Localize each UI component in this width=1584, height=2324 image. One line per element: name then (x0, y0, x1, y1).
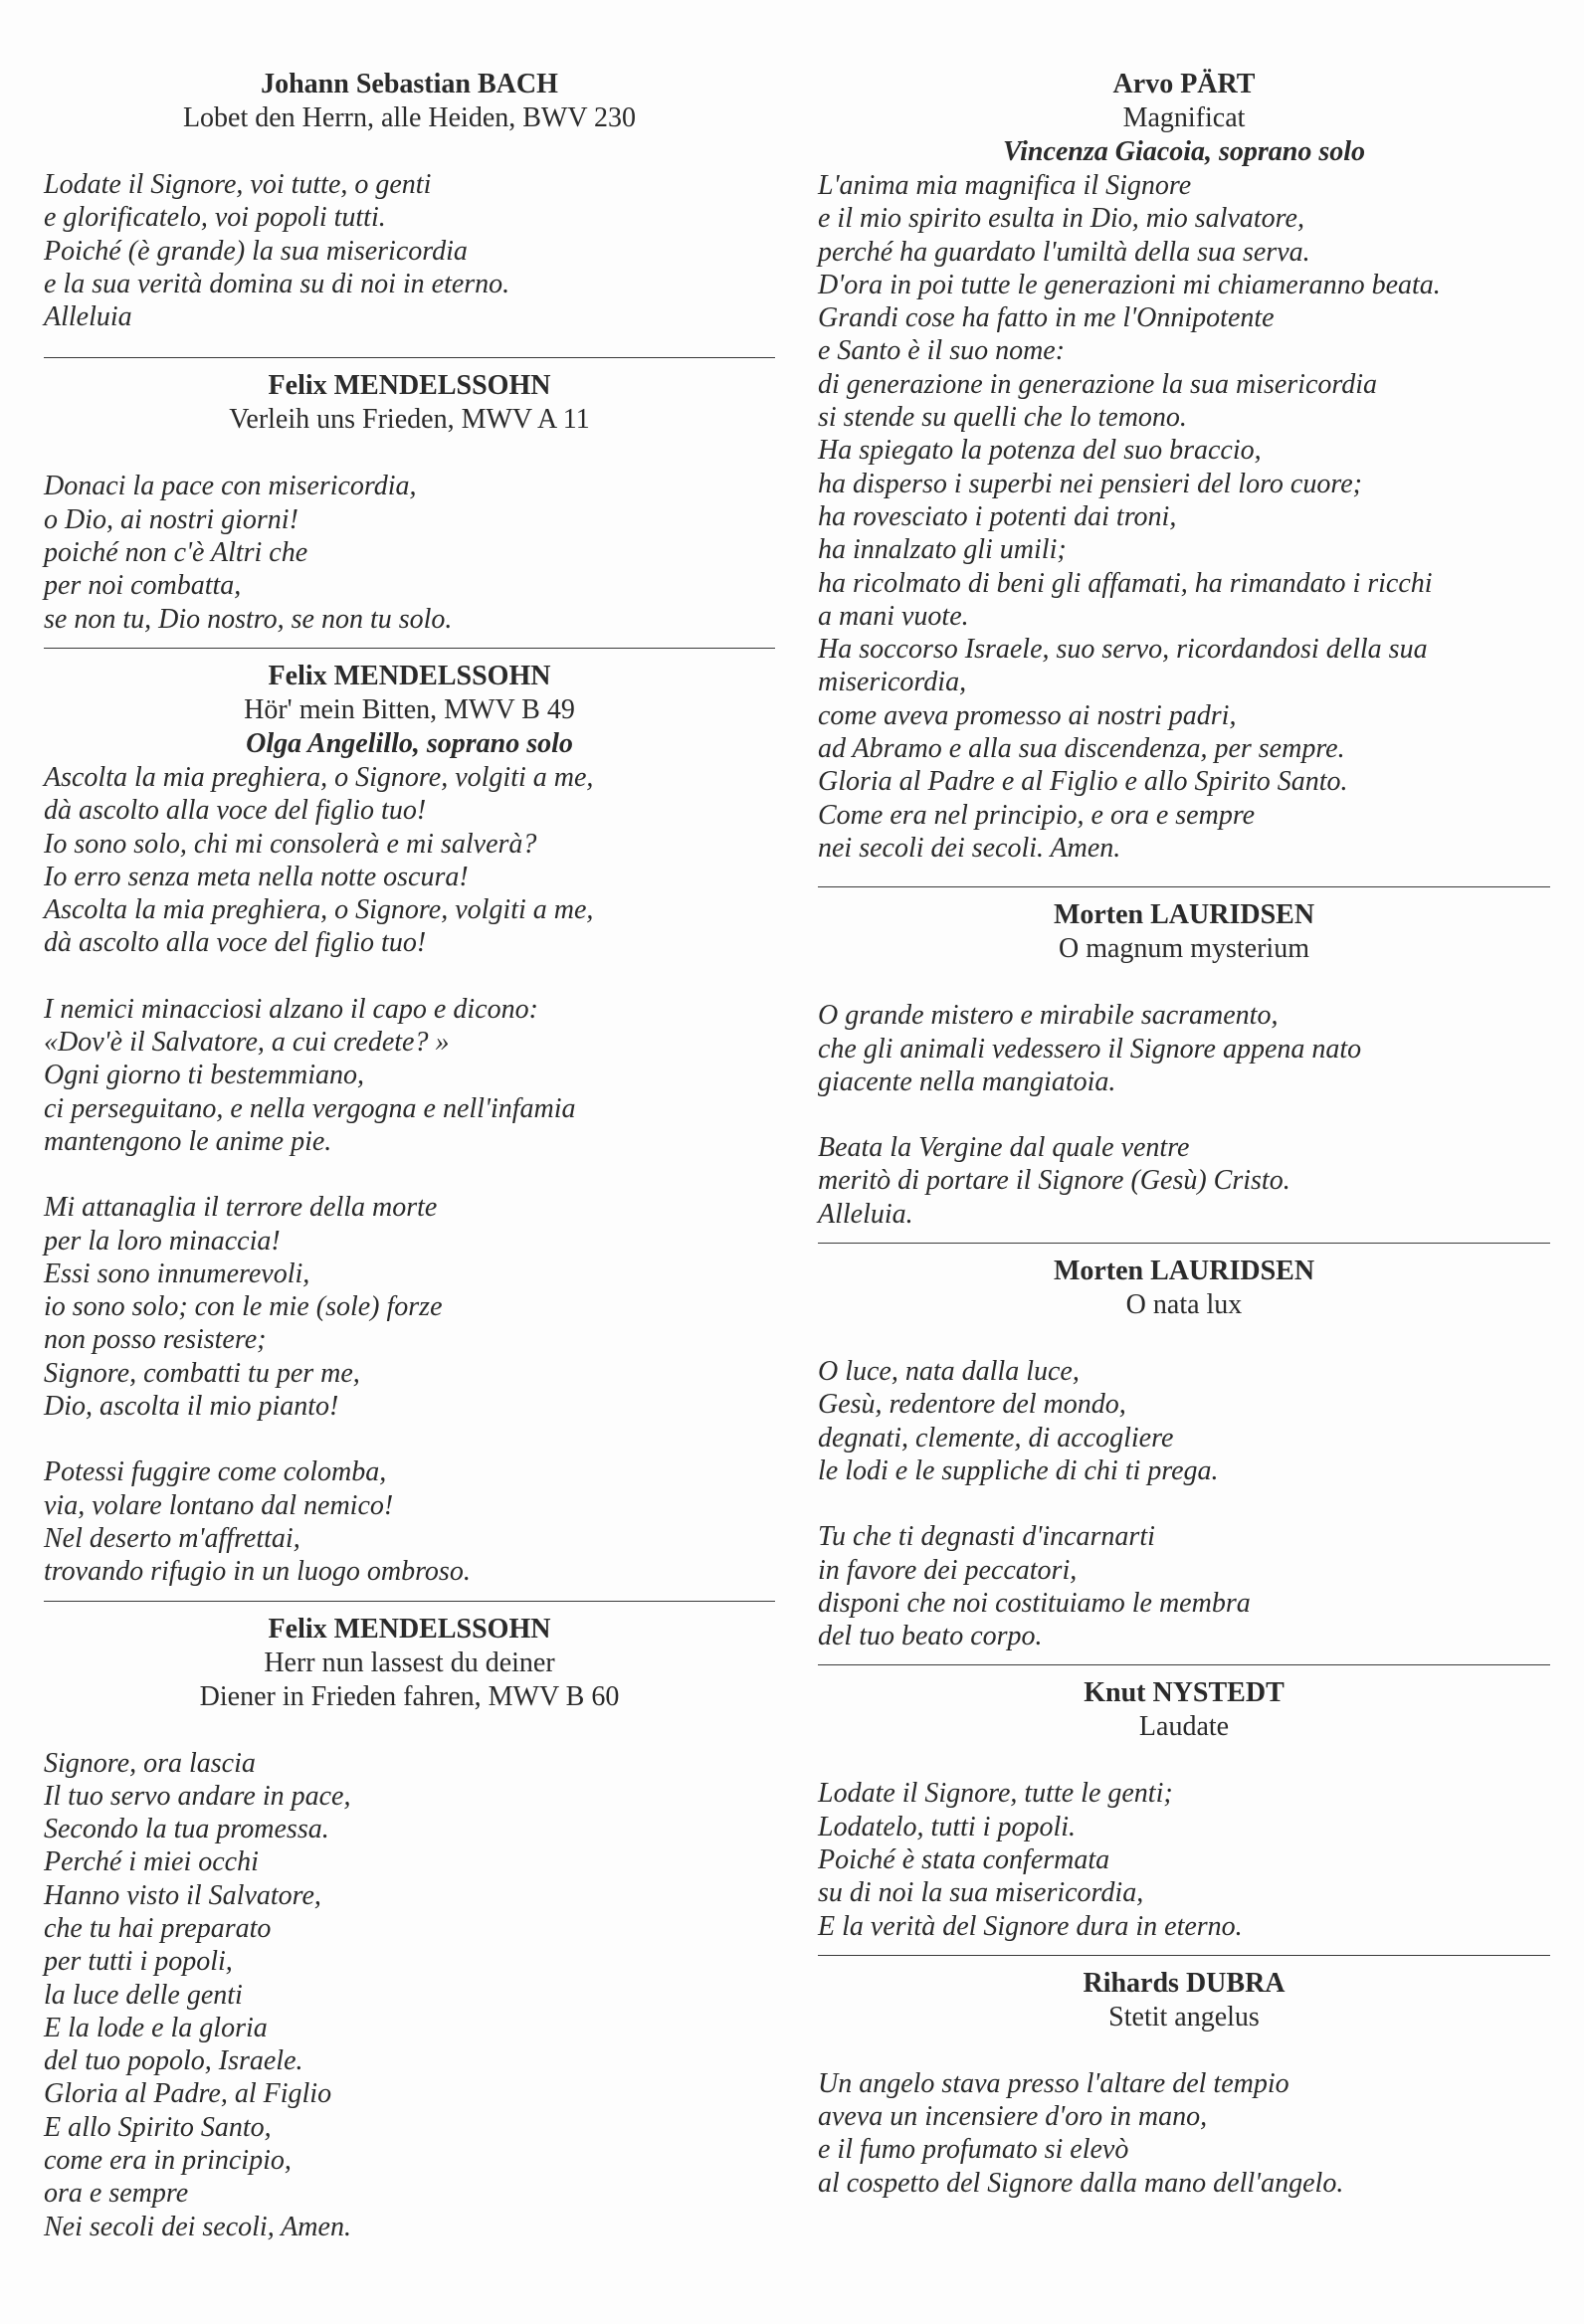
left-column (44, 0, 775, 2243)
text-line: ci perseguitano, e nella vergogna e nell'infamia (44, 1092, 576, 1124)
section-dubra-stetit (818, 1956, 1550, 2200)
text-line: meritò di portare il Signore (Gesù) Cristo. (818, 1165, 1290, 1197)
text-line: Grandi cose ha fatto in me l'Onnipotente (818, 302, 1275, 334)
text-line: dà ascolto alla voce del figlio tuo! (44, 927, 427, 959)
text-line: Lodate il Signore, tutte le genti; (818, 1778, 1173, 1810)
section-nystedt-laudate (818, 1665, 1550, 1942)
text-line: su di noi la sua misericordia, (818, 1877, 1144, 1909)
text-line: in favore dei peccatori, (818, 1554, 1078, 1586)
text-line: I nemici minacciosi alzano il capo e dicono: (44, 993, 538, 1025)
work-title: Diener in Frieden fahren, MWV B 60 (199, 1680, 620, 1712)
section-lauridsen-mysterium (818, 887, 1550, 1231)
text-line: Poiché (è grande) la sua misericordia (44, 235, 468, 267)
stanza (818, 999, 1550, 1098)
text-line: Alleluia (44, 301, 132, 333)
work-title: O magnum mysterium (1059, 933, 1309, 965)
stanza (818, 1131, 1550, 1231)
text-line: aveva un incensiere d'oro in mano, (818, 2101, 1208, 2133)
text-line: Perché i miei occhi (44, 1846, 259, 1878)
text-line: L'anima mia magnifica il Signore (818, 170, 1192, 201)
text-line: Dio, ascolta il mio pianto! (44, 1391, 339, 1423)
text-line: perché ha guardato l'umiltà della sua serva. (818, 236, 1310, 268)
work-title: Verleih uns Frieden, MWV A 11 (229, 404, 590, 436)
text-line: Nel deserto m'affrettai, (44, 1522, 300, 1554)
text-line: per tutti i popoli, (44, 1946, 233, 1978)
text-line: e glorificatelo, voi popoli tutti. (44, 202, 386, 234)
text-line: io sono solo; con le mie (sole) forze (44, 1291, 443, 1323)
text-line: ha disperso i superbi nei pensieri del loro cuore; (818, 468, 1362, 499)
text-line: Gesù, redentore del mondo, (818, 1389, 1126, 1421)
text-line: «Dov'è il Salvatore, a cui credete? » (44, 1027, 450, 1059)
text-line: Il tuo servo andare in pace, (44, 1780, 351, 1812)
text-line: Donaci la pace con misericordia, (44, 471, 417, 502)
text-line: dà ascolto alla voce del figlio tuo! (44, 795, 427, 827)
section-mendelssohn-hor (44, 649, 775, 1589)
text-line: Signore, combatti tu per me, (44, 1357, 360, 1389)
section-part-magnificat (818, 0, 1550, 865)
text-line: al cospetto del Signore dalla mano dell'angelo. (818, 2167, 1344, 2199)
text-line: Io erro senza meta nella notte oscura! (44, 861, 469, 892)
text-line: degnati, clemente, di accogliere (818, 1422, 1174, 1453)
text-line: e il mio spirito esulta in Dio, mio salvatore, (818, 203, 1304, 235)
text-line: come aveva promesso ai nostri padri, (818, 699, 1237, 731)
text-line: la luce delle genti (44, 1979, 243, 2011)
text-line: Gloria al Padre, al Figlio (44, 2078, 332, 2110)
work-title: Laudate (1138, 1711, 1230, 1743)
composer-name: Felix MENDELSSOHN (268, 370, 551, 402)
text-line: e Santo è il suo nome: (818, 335, 1066, 367)
text-line: mantengono le anime pie. (44, 1125, 332, 1157)
text-line: trovando rifugio in un luogo ombroso. (44, 1556, 471, 1588)
composer-name: Rihards DUBRA (1083, 1967, 1286, 1999)
text-line: Essi sono innumerevoli, (44, 1258, 310, 1289)
text-line: ha innalzato gli umili; (818, 534, 1067, 566)
text-line: Nei secoli dei secoli, Amen. (44, 2211, 351, 2242)
text-line: o Dio, ai nostri giorni! (44, 503, 298, 535)
stanza (44, 168, 775, 333)
text-line: del tuo beato corpo. (818, 1621, 1043, 1652)
work-title: Herr nun lassest du deiner (264, 1646, 555, 1678)
text-line: Ascolta la mia preghiera, o Signore, volgiti a me, (44, 761, 594, 793)
text-line: Ha spiegato la potenza del suo braccio, (818, 435, 1262, 467)
text-line: Io sono solo, chi mi consolerà e mi salverà? (44, 828, 537, 860)
text-line: per noi combatta, (44, 570, 242, 602)
stanza (818, 1355, 1550, 1487)
text-line: Alleluia. (818, 1198, 913, 1230)
text-line: via, volare lontano dal nemico! (44, 1489, 394, 1521)
text-line: si stende su quelli che lo temono. (818, 402, 1187, 434)
text-line: E la verità del Signore dura in eterno. (818, 1910, 1243, 1942)
text-line: che tu hai preparato (44, 1912, 272, 1944)
text-line: e il fumo profumato si elevò (818, 2134, 1129, 2166)
text-line: disponi che noi costituiamo le membra (818, 1587, 1251, 1619)
text-line: non posso resistere; (44, 1324, 267, 1356)
section-lauridsen-nata-lux (818, 1244, 1550, 1652)
text-line: Signore, ora lascia (44, 1747, 256, 1779)
text-line: che gli animali vedessero il Signore appena nato (818, 1033, 1362, 1065)
work-title: Stetit angelus (1108, 2001, 1260, 2033)
composer-name: Arvo PÄRT (1112, 69, 1256, 99)
text-line: giacente nella mangiatoia. (818, 1065, 1116, 1097)
stanza (44, 993, 775, 1158)
text-line: ad Abramo e alla sua discendenza, per sempre. (818, 733, 1345, 765)
text-line: Poiché è stata confermata (818, 1843, 1110, 1875)
stanza (818, 2067, 1550, 2200)
composer-name: Johann Sebastian BACH (261, 69, 558, 99)
text-line: Ha soccorso Israele, suo servo, ricordandosi della sua (818, 634, 1428, 666)
stanza (44, 1455, 775, 1588)
text-line: per la loro minaccia! (44, 1225, 281, 1257)
right-column (818, 0, 1550, 2200)
text-line: D'ora in poi tutte le generazioni mi chiameranno beata. (818, 269, 1441, 300)
text-line: Ogni giorno ti bestemmiano, (44, 1060, 364, 1091)
stanza (44, 761, 775, 960)
text-line: ha ricolmato di beni gli affamati, ha rimandato i ricchi (818, 567, 1433, 599)
stanza (818, 1520, 1550, 1652)
text-line: Gloria al Padre e al Figlio e allo Spirito Santo. (818, 766, 1348, 798)
text-line: Potessi fuggire come colomba, (44, 1456, 387, 1488)
text-line: Mi attanaglia il terrore della morte (44, 1192, 438, 1224)
work-title: O nata lux (1125, 1289, 1243, 1321)
work-title: Magnificat (1122, 102, 1246, 133)
text-line: O grande mistero e mirabile sacramento, (818, 1000, 1279, 1032)
stanza (818, 169, 1550, 865)
text-line: di generazione in generazione la sua misericordia (818, 368, 1378, 400)
stanza (44, 1191, 775, 1423)
text-line: del tuo popolo, Israele. (44, 2045, 303, 2077)
text-line: O luce, nata dalla luce, (818, 1356, 1080, 1388)
work-title: Hör' mein Bitten, MWV B 49 (244, 693, 575, 725)
text-line: E allo Spirito Santo, (44, 2111, 272, 2143)
section-bach (44, 0, 775, 333)
text-line: Hanno visto il Salvatore, (44, 1879, 321, 1911)
text-line: Secondo la tua promessa. (44, 1814, 329, 1845)
text-line: poiché non c'è Altri che (44, 537, 308, 569)
text-line: Un angelo stava presso l'altare del tempio (818, 2067, 1289, 2099)
composer-name: Morten LAURIDSEN (1053, 1256, 1315, 1287)
text-line: Tu che ti degnasti d'incarnarti (818, 1521, 1155, 1553)
text-line: come era in principio, (44, 2145, 292, 2177)
soloist-credit: Olga Angelillo, soprano solo (246, 727, 573, 759)
text-line: ha rovesciato i potenti dai troni, (818, 500, 1177, 532)
text-line: le lodi e le suppliche di chi ti prega. (818, 1454, 1219, 1486)
text-line: Lodate il Signore, voi tutte, o genti (44, 169, 432, 200)
composer-name: Knut NYSTEDT (1084, 1677, 1285, 1709)
text-line: ora e sempre (44, 2178, 189, 2210)
soloist-credit: Vincenza Giacoia, soprano solo (1002, 136, 1366, 167)
text-line: nei secoli dei secoli. Amen. (818, 832, 1121, 864)
text-line: E la lode e la gloria (44, 2012, 268, 2043)
work-title: Lobet den Herrn, alle Heiden, BWV 230 (182, 102, 637, 133)
stanza (44, 1747, 775, 2243)
text-line: se non tu, Dio nostro, se non tu solo. (44, 603, 453, 635)
text-line: Ascolta la mia preghiera, o Signore, volgiti a me, (44, 894, 594, 926)
stanza (44, 470, 775, 635)
text-line: Lodatelo, tutti i popoli. (818, 1811, 1077, 1842)
text-line: Beata la Vergine dal quale ventre (818, 1132, 1190, 1164)
composer-name: Felix MENDELSSOHN (268, 660, 551, 691)
composer-name: Felix MENDELSSOHN (268, 1613, 551, 1645)
stanza (818, 1777, 1550, 1942)
text-line: a mani vuote. (818, 600, 969, 632)
text-line: Come era nel principio, e ora e sempre (818, 799, 1256, 831)
text-line: misericordia, (818, 667, 967, 698)
section-mendelssohn-verleih (44, 358, 775, 635)
composer-name: Morten LAURIDSEN (1053, 899, 1315, 931)
section-mendelssohn-herr (44, 1602, 775, 2243)
text-line: e la sua verità domina su di noi in eterno. (44, 268, 510, 299)
